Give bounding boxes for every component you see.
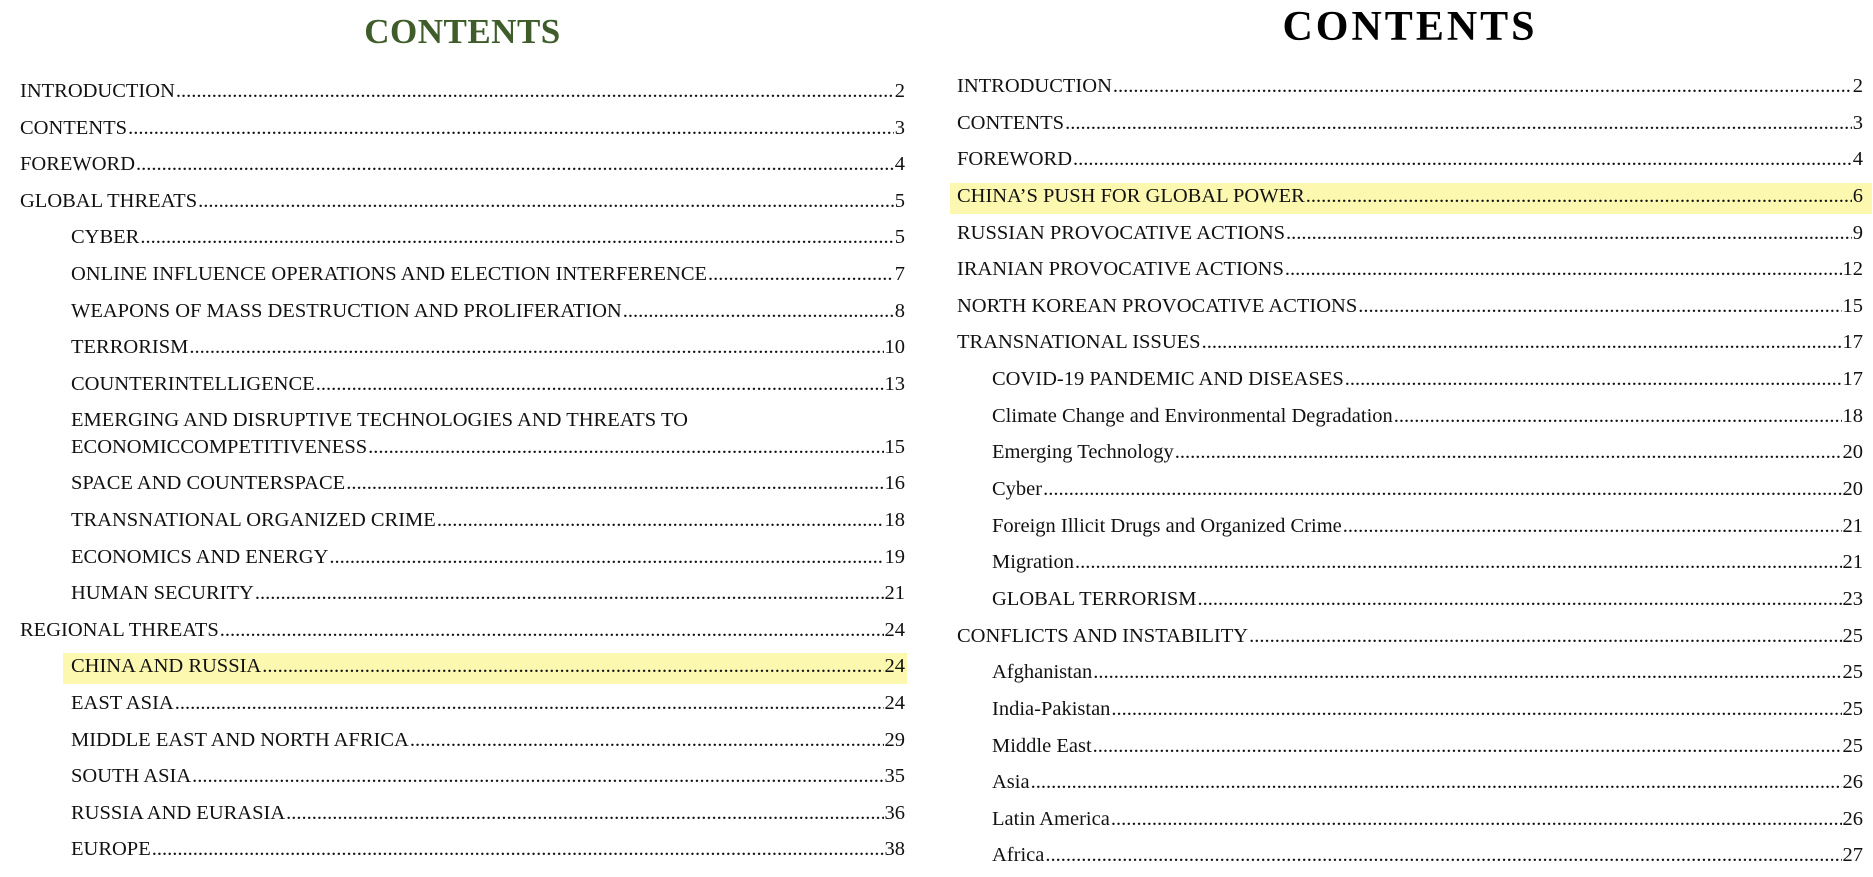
- right-contents-page: [957, 0, 1863, 877]
- toc-page-number: 24: [884, 655, 905, 678]
- dot-leader: [368, 434, 883, 461]
- toc-entry-text: INTRODUCTION: [957, 75, 1112, 97]
- toc-entry-china-push-highlighted[interactable]: [957, 181, 1863, 218]
- toc-entry-text: REGIONAL THREATS: [20, 618, 219, 641]
- toc-page-number: 12: [1842, 258, 1863, 281]
- dot-leader: [1285, 256, 1842, 283]
- toc-entry-text: Migration: [992, 551, 1074, 574]
- toc-entry-text: Afghanistan: [992, 661, 1093, 684]
- dot-leader: [346, 470, 883, 497]
- toc-page-number: 10: [884, 336, 905, 359]
- toc-page-number: 15: [884, 436, 905, 459]
- toc-entry-south-asia[interactable]: [20, 761, 905, 798]
- toc-entry-foreword[interactable]: [957, 144, 1863, 181]
- toc-entry-transnational-issues[interactable]: [957, 327, 1863, 364]
- dot-leader: [1111, 806, 1842, 833]
- toc-page-number: 21: [1842, 514, 1863, 537]
- dot-leader: [1249, 623, 1841, 650]
- toc-page-number: 9: [1852, 221, 1863, 244]
- toc-entry-regional-threats[interactable]: [20, 615, 905, 652]
- dot-leader: [1075, 549, 1842, 576]
- dot-leader: [1031, 769, 1842, 796]
- toc-entry-text: India-Pakistan: [992, 697, 1111, 720]
- toc-page-number: 3: [1852, 111, 1863, 134]
- toc-entry-text: CHINA AND RUSSIA: [71, 655, 262, 678]
- dot-leader: [262, 653, 883, 680]
- toc-entry-russia-eurasia[interactable]: [20, 798, 905, 835]
- toc-page-number: 15: [1842, 294, 1863, 317]
- toc-page-number: 25: [1842, 661, 1863, 684]
- toc-page-number: 21: [1842, 551, 1863, 574]
- toc-entry-text: CHINA’S PUSH FOR GLOBAL POWER: [957, 184, 1305, 207]
- toc-entry-asia[interactable]: [957, 767, 1863, 804]
- toc-entry-text: Asia: [992, 771, 1030, 794]
- toc-entry-text: COVID-19 PANDEMIC AND DISEASES: [992, 368, 1344, 391]
- toc-page-number: 24: [884, 691, 905, 714]
- toc-page-number: 23: [1842, 587, 1863, 610]
- toc-page-number: 20: [1842, 441, 1863, 464]
- toc-page-number: 25: [1842, 624, 1863, 647]
- toc-entry-middle-east[interactable]: [957, 731, 1863, 768]
- toc-page-number: 25: [1842, 697, 1863, 720]
- toc-page-number: 27: [1842, 844, 1863, 867]
- toc-entry-text: FOREWORD: [957, 148, 1073, 171]
- dot-leader: [1358, 293, 1841, 320]
- left-contents-page: [20, 0, 905, 877]
- toc-entry-text: EUROPE: [71, 838, 151, 861]
- toc-page-number: 26: [1842, 807, 1863, 830]
- toc-entry-counterintelligence[interactable]: [20, 369, 905, 406]
- dot-leader: [192, 763, 883, 790]
- toc-page-number: 25: [1842, 734, 1863, 757]
- dot-leader: [437, 507, 884, 534]
- toc-entry-text: TRANSNATIONAL ORGANIZED CRIME: [71, 508, 436, 531]
- dot-leader: [220, 617, 884, 644]
- dot-leader: [1345, 366, 1842, 393]
- toc-entry-text: IRANIAN PROVOCATIVE ACTIONS: [957, 258, 1284, 281]
- toc-page-number: 6: [1852, 184, 1863, 207]
- toc-entry-text: CONTENTS: [957, 111, 1065, 134]
- toc-entry-migration[interactable]: [957, 547, 1863, 584]
- toc-entry-text: EAST ASIA: [71, 691, 174, 714]
- toc-entry-global-terrorism[interactable]: [957, 584, 1863, 621]
- toc-page-number: 29: [884, 728, 905, 751]
- toc-page-number: 18: [1842, 404, 1863, 427]
- toc-entry-text: Middle East: [992, 734, 1092, 757]
- toc-page-number: 35: [884, 765, 905, 788]
- toc-page-number: 17: [1842, 331, 1863, 354]
- toc-page-number: 19: [884, 545, 905, 568]
- toc-page-number: 24: [884, 618, 905, 641]
- toc-page-number: 7: [894, 262, 905, 285]
- toc-entry-text: Emerging Technology: [992, 441, 1174, 464]
- dot-leader: [176, 78, 894, 105]
- toc-entry-east-asia[interactable]: [20, 688, 905, 725]
- toc-page-number: 17: [1842, 368, 1863, 391]
- right-toc-list: [957, 71, 1863, 877]
- dot-leader: [708, 261, 894, 288]
- dot-leader: [286, 800, 883, 827]
- toc-page-number: 13: [884, 372, 905, 395]
- toc-entry-text: SOUTH ASIA: [71, 765, 192, 788]
- dot-leader: [1111, 696, 1841, 723]
- dot-leader: [316, 371, 884, 398]
- dot-leader: [255, 580, 884, 607]
- toc-entry-emerging-technologies[interactable]: [20, 405, 905, 468]
- toc-page-number: 4: [1852, 148, 1863, 171]
- toc-entry-text: Foreign Illicit Drugs and Organized Crime: [992, 514, 1342, 537]
- toc-page-number: 16: [884, 472, 905, 495]
- toc-entry-global-threats[interactable]: [20, 186, 905, 223]
- toc-page-number: 26: [1842, 771, 1863, 794]
- toc-entry-text-line1: EMERGING AND DISRUPTIVE TECHNOLOGIES AND THREATS TO: [71, 409, 688, 432]
- toc-page-number: 18: [884, 508, 905, 531]
- toc-entry-text: ECONOMICS AND ENERGY: [71, 545, 329, 568]
- dot-leader: [1093, 733, 1842, 760]
- toc-entry-introduction[interactable]: [957, 71, 1863, 108]
- toc-entry-online-influence[interactable]: [20, 259, 905, 296]
- toc-page-number: 3: [894, 116, 905, 139]
- dot-leader: [1202, 329, 1842, 356]
- toc-page-number: 36: [884, 801, 905, 824]
- dot-leader: [1073, 146, 1852, 173]
- toc-entry-economics-energy[interactable]: [20, 542, 905, 579]
- toc-entry-europe[interactable]: [20, 834, 905, 871]
- toc-entry-contents[interactable]: [20, 113, 905, 150]
- toc-page-number: 20: [1842, 478, 1863, 501]
- dot-leader: [1065, 110, 1852, 137]
- toc-page-number: 5: [894, 226, 905, 249]
- toc-entry-text: ECONOMICCOMPETITIVENESS: [71, 436, 368, 459]
- toc-entry-climate[interactable]: [957, 401, 1863, 438]
- dot-leader: [175, 690, 884, 717]
- toc-entry-text: INTRODUCTION: [20, 80, 175, 102]
- toc-page-number: 38: [884, 838, 905, 861]
- right-contents-title: CONTENTS: [1282, 4, 1538, 50]
- toc-entry-russian-actions[interactable]: [957, 218, 1863, 255]
- dot-leader: [410, 727, 884, 754]
- toc-entry-contents[interactable]: [957, 108, 1863, 145]
- toc-page-number: 8: [894, 299, 905, 322]
- toc-entry-covid[interactable]: [957, 364, 1863, 401]
- toc-page-number: 2: [1852, 75, 1863, 97]
- toc-entry-wmd[interactable]: [20, 296, 905, 333]
- left-toc-list: [20, 76, 905, 871]
- toc-entry-cyber[interactable]: [20, 222, 905, 259]
- toc-entry-iranian-actions[interactable]: [957, 254, 1863, 291]
- toc-entry-text: CYBER: [71, 226, 140, 249]
- dot-leader: [1394, 403, 1842, 430]
- toc-entry-afghanistan[interactable]: [957, 657, 1863, 694]
- toc-entry-organized-crime[interactable]: [20, 505, 905, 542]
- toc-entry-text: FOREWORD: [20, 153, 136, 176]
- toc-entry-text: GLOBAL THREATS: [20, 189, 198, 212]
- toc-entry-text: TERRORISM: [71, 336, 189, 359]
- dot-leader: [1306, 183, 1852, 210]
- toc-entry-conflicts[interactable]: [957, 621, 1863, 658]
- toc-entry-foreword[interactable]: [20, 149, 905, 186]
- dot-leader: [1093, 659, 1841, 686]
- dot-leader: [1286, 220, 1852, 247]
- dot-leader: [152, 836, 884, 863]
- toc-entry-india-pakistan[interactable]: [957, 694, 1863, 731]
- toc-entry-middle-east-north-africa[interactable]: [20, 725, 905, 762]
- dot-leader: [1045, 842, 1841, 869]
- toc-entry-space[interactable]: [20, 468, 905, 505]
- toc-entry-text: WEAPONS OF MASS DESTRUCTION AND PROLIFERATION: [71, 299, 622, 322]
- toc-entry-text: Cyber: [992, 478, 1043, 501]
- toc-entry-illicit-drugs[interactable]: [957, 511, 1863, 548]
- dot-leader: [198, 188, 894, 215]
- toc-entry-terrorism[interactable]: [20, 332, 905, 369]
- toc-entry-text: CONTENTS: [20, 116, 128, 139]
- dot-leader: [1197, 586, 1841, 613]
- dot-leader: [1343, 513, 1842, 540]
- toc-entry-introduction[interactable]: [20, 76, 905, 113]
- toc-entry-text: SPACE AND COUNTERSPACE: [71, 472, 346, 495]
- dot-leader: [329, 544, 883, 571]
- dot-leader: [140, 224, 893, 251]
- dot-leader: [136, 151, 894, 178]
- toc-page-number: 2: [894, 80, 905, 102]
- toc-entry-text: COUNTERINTELLIGENCE: [71, 372, 315, 395]
- toc-entry-latin-america[interactable]: [957, 804, 1863, 841]
- toc-entry-human-security[interactable]: [20, 578, 905, 615]
- toc-entry-africa[interactable]: [957, 840, 1863, 877]
- toc-entry-text: Climate Change and Environmental Degradation: [992, 404, 1393, 427]
- dot-leader: [1043, 476, 1841, 503]
- toc-entry-emerging-technology[interactable]: [957, 437, 1863, 474]
- dot-leader: [1113, 73, 1852, 100]
- dot-leader: [1175, 439, 1842, 466]
- toc-entry-text: GLOBAL TERRORISM: [992, 587, 1197, 610]
- toc-entry-text: Africa: [992, 844, 1045, 867]
- toc-entry-text: RUSSIA AND EURASIA: [71, 801, 286, 824]
- toc-entry-text: ONLINE INFLUENCE OPERATIONS AND ELECTION INTERFERENCE: [71, 262, 708, 285]
- toc-page-number: 5: [894, 189, 905, 212]
- toc-entry-text: TRANSNATIONAL ISSUES: [957, 331, 1201, 354]
- toc-entry-text: HUMAN SECURITY: [71, 582, 254, 605]
- dot-leader: [189, 334, 883, 361]
- toc-entry-north-korean-actions[interactable]: [957, 291, 1863, 328]
- left-contents-title: CONTENTS: [364, 12, 561, 51]
- toc-entry-cyber[interactable]: [957, 474, 1863, 511]
- toc-entry-text: RUSSIAN PROVOCATIVE ACTIONS: [957, 221, 1286, 244]
- dot-leader: [623, 298, 894, 325]
- toc-entry-text: NORTH KOREAN PROVOCATIVE ACTIONS: [957, 294, 1358, 317]
- toc-entry-text: Latin America: [992, 807, 1110, 830]
- toc-entry-text: CONFLICTS AND INSTABILITY: [957, 624, 1249, 647]
- toc-entry-china-and-russia-highlighted[interactable]: [20, 651, 905, 688]
- toc-page-number: 21: [884, 582, 905, 605]
- toc-entry-text: MIDDLE EAST AND NORTH AFRICA: [71, 728, 409, 751]
- dot-leader: [128, 115, 894, 142]
- toc-page-number: 4: [894, 153, 905, 176]
